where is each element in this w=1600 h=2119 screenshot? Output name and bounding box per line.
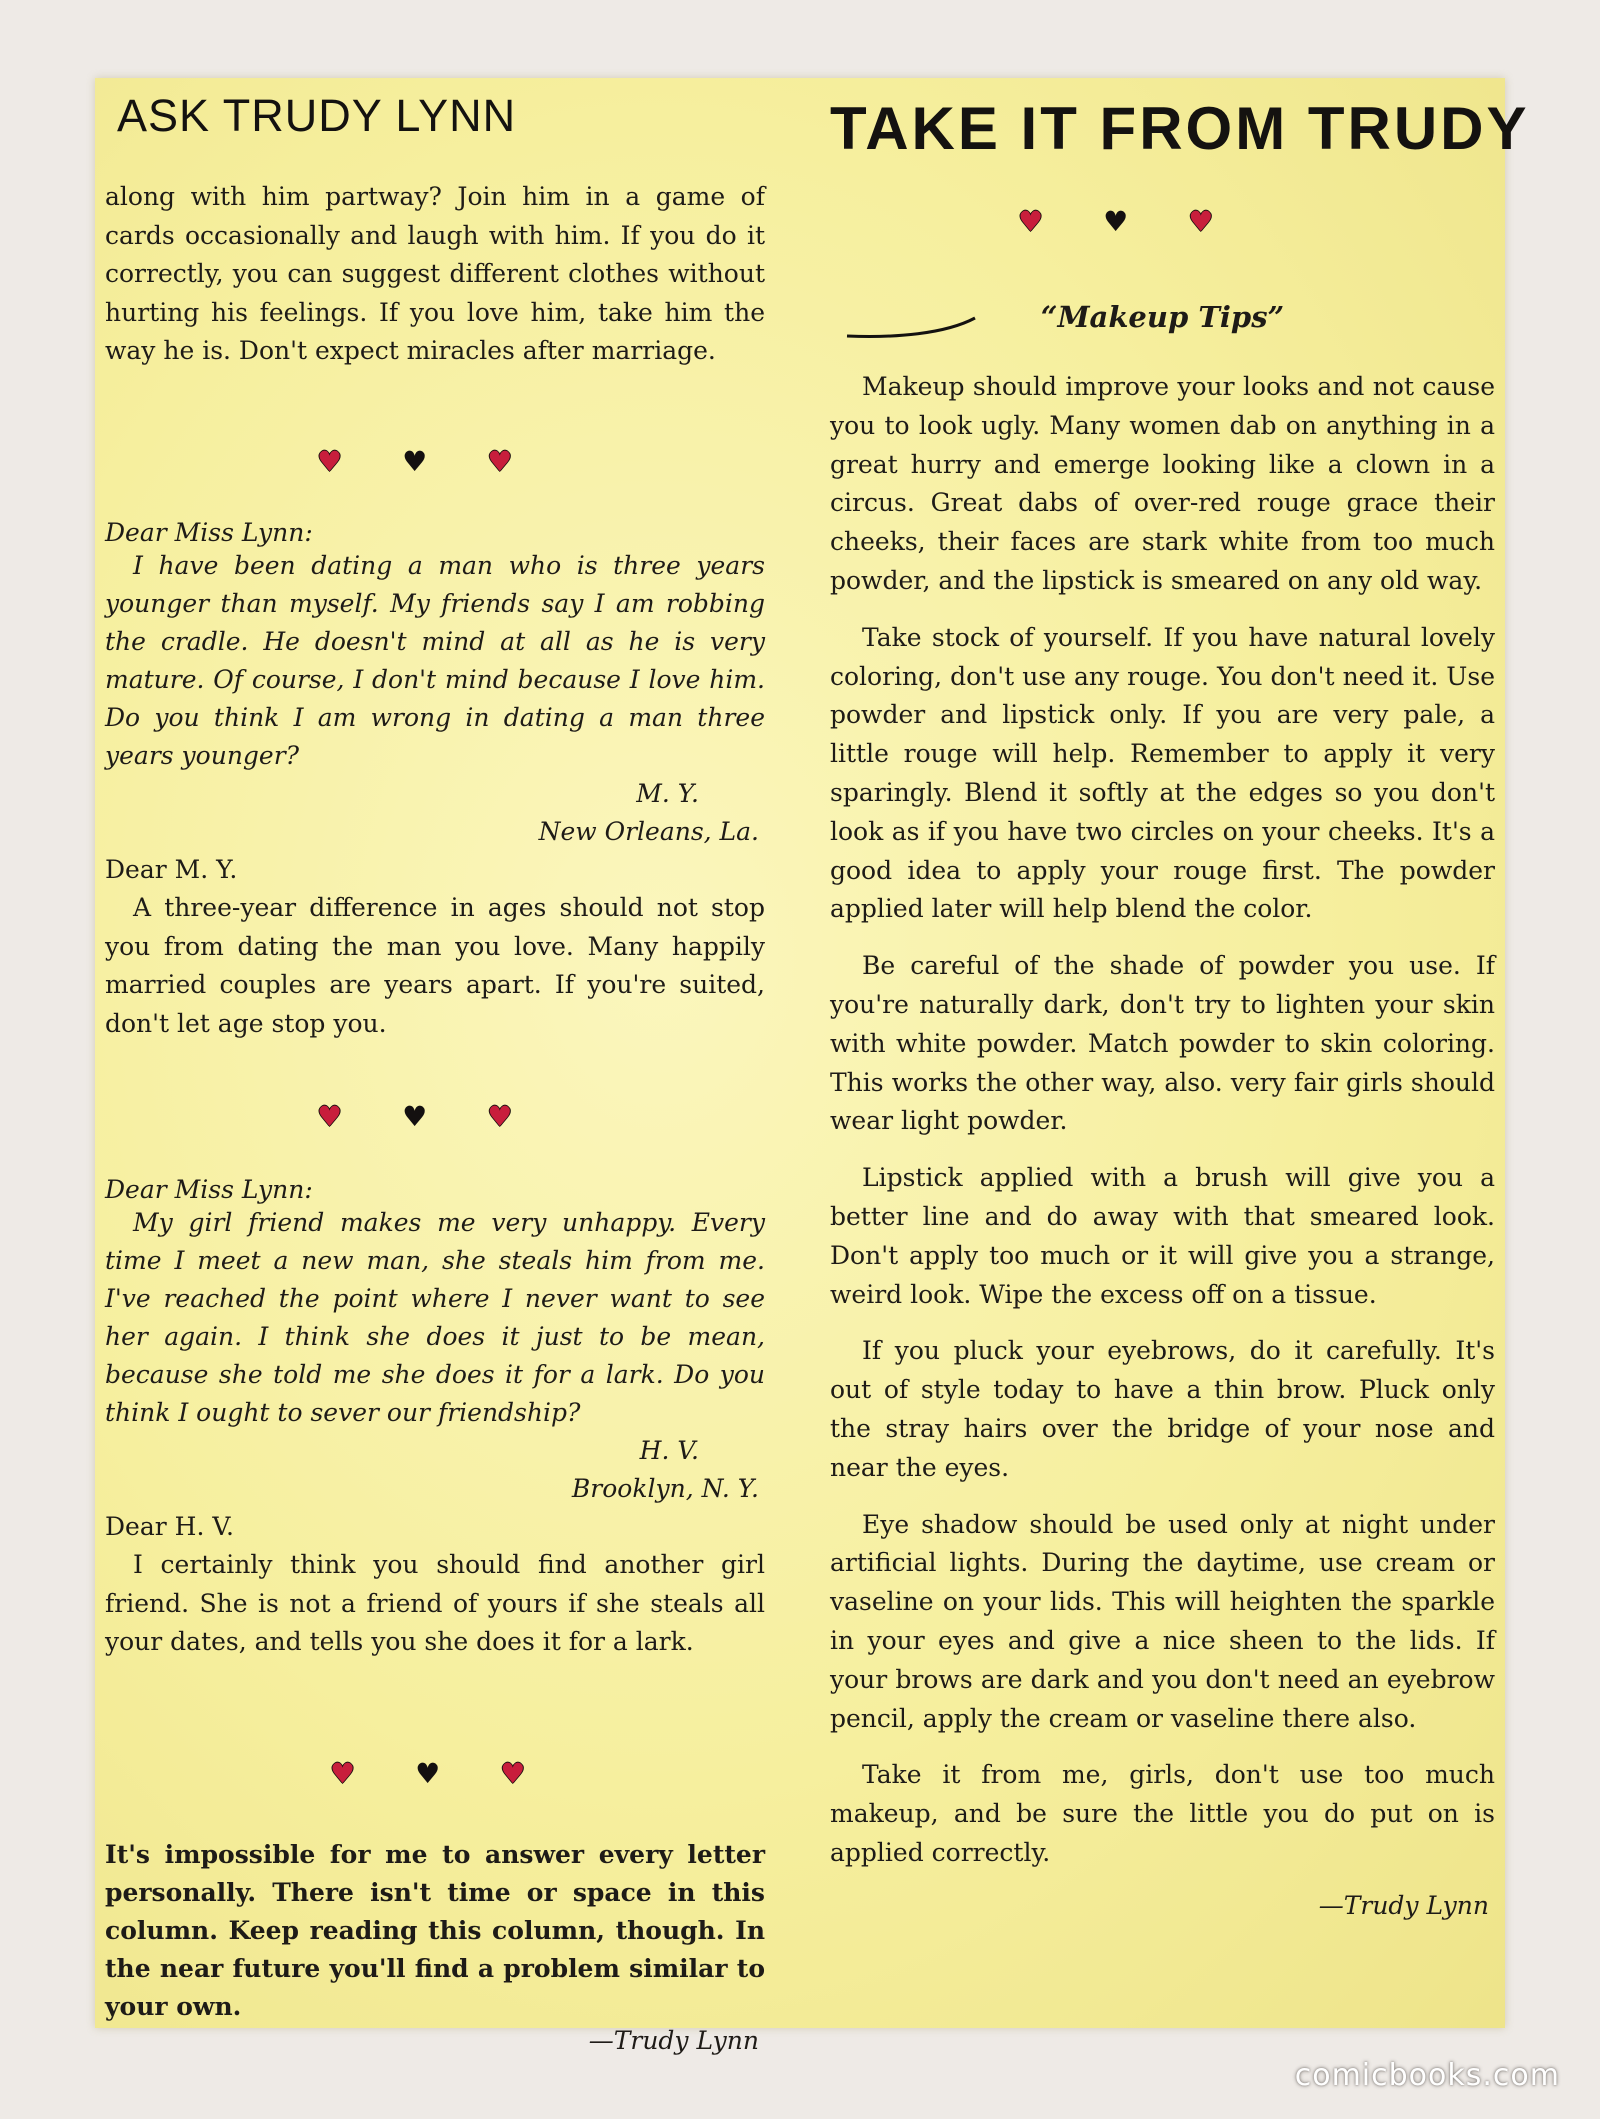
section-subtitle: “Makeup Tips”: [1040, 300, 1285, 334]
reply-salutation: Dear M. Y.: [105, 855, 238, 884]
heart-black-icon: ♥: [402, 1100, 428, 1133]
signature: —Trudy Lynn: [1318, 1890, 1489, 1920]
tip-paragraph: Lipstick applied with a brush will give you a better line and do away with that smeared look. Don't apply too much or it will give you a strange, weird look. Wipe the excess off on a tissue.: [830, 1163, 1495, 1309]
heart-black-icon: ♥: [415, 1757, 441, 1790]
heart-red-icon: ♥: [487, 1100, 513, 1133]
letter-location: Brooklyn, N. Y.: [571, 1474, 759, 1503]
signature: —Trudy Lynn: [588, 2026, 759, 2055]
letter-location: New Orleans, La.: [538, 817, 759, 846]
intro-paragraph: [105, 178, 765, 371]
makeup-tips-body: [830, 368, 1495, 1920]
tip-paragraph: Eye shadow should be used only at night under artificial lights. During the daytime, use cream or vaseline on your lids. This will heighten the sparkle in your eyes and give a nice sheen to the lids. If your brows are dark and you don't need an eyebrow pencil, apply the cream or vaseline there also.: [830, 1509, 1495, 1733]
closing-text: It's impossible for me to answer every letter personally. There isn't time or space in this column. Keep reading this column, though. In the near future you'll find a problem similar to your own.: [105, 1840, 765, 2021]
heart-divider-3: [330, 1757, 526, 1790]
magazine-page: [95, 78, 1530, 2055]
tip-paragraph: Makeup should improve your looks and not cause you to look ugly. Many women dab on anything in a great hurry and emerge looking like a clown in a circus. Great dabs of over-red rouge grace their cheeks, their faces are stark white from too much powder, and the lipstick is smeared on any old way.: [830, 372, 1495, 595]
letter-body-text: My girl friend makes me very unhappy. Every time I meet a new man, she steals him from me. I've reached the point where I never want to see her again. I think she does it just to be mean, because she told me she does it for a lark. Do you think I ought to sever our friendship?: [105, 1208, 765, 1427]
site-watermark: comicbooks.com: [1294, 2058, 1560, 2093]
column-header-left: ASK TRUDY LYNN: [117, 90, 517, 141]
heart-red-icon: ♥: [330, 1757, 356, 1790]
heart-red-icon: ♥: [1188, 205, 1214, 238]
heart-divider-2: [317, 1100, 513, 1133]
letter-initials: H. V.: [639, 1436, 699, 1465]
letter-1: [105, 518, 765, 1043]
closing-note: [105, 1836, 765, 2055]
letter-signature: [105, 775, 765, 851]
tip-paragraph: Take stock of yourself. If you have natural lovely coloring, don't use any rouge. You don't need it. Use powder and lipstick only. If you are very pale, a little rouge will help. Remember to apply it very sparingly. Blend it softly at the edges so you don't look as if you have two circles on your cheeks. It's a good idea to apply your rouge first. The powder applied later will help blend the color.: [830, 622, 1495, 924]
letter-2: [105, 1175, 765, 1662]
tip-paragraph: Take it from me, girls, don't use too much makeup, and be sure the little you do put on is applied correctly.: [830, 1760, 1495, 1867]
reply-salutation: Dear H. V.: [105, 1512, 234, 1541]
letter-salutation: Dear Miss Lynn:: [105, 1175, 313, 1204]
letter-body-text: I have been dating a man who is three years younger than myself. My friends say I am robbing the cradle. He doesn't mind at all as he is very mature. Of course, I don't mind because I love him. Do you think I am wrong in dating a man three years younger?: [105, 551, 765, 770]
reply-text: A three-year difference in ages should not stop you from dating the man you love. Many happily married couples are years apart. If you're suited, don't let age stop you.: [105, 893, 765, 1038]
heart-black-icon: ♥: [402, 445, 428, 478]
heart-black-icon: ♥: [1103, 205, 1129, 238]
heart-red-icon: ♥: [1018, 205, 1044, 238]
tip-paragraph: If you pluck your eyebrows, do it carefully. It's out of style today to have a thin brow. Pluck only the stray hairs over the bridge of your nose and near the eyes.: [830, 1336, 1495, 1482]
letter-body: [105, 547, 765, 775]
letter-salutation: Dear Miss Lynn:: [105, 518, 313, 547]
heart-red-icon: ♥: [500, 1757, 526, 1790]
heart-divider-top: [1018, 205, 1214, 238]
column-header-right: TAKE IT FROM TRUDY: [830, 95, 1530, 162]
tip-paragraph: Be careful of the shade of powder you use. If you're naturally dark, don't try to lighten your skin with white powder. Match powder to skin coloring. This works the other way, also. very fair girls should wear light powder.: [830, 951, 1495, 1136]
heart-red-icon: ♥: [317, 1100, 343, 1133]
intro-text: along with him partway? Join him in a game of cards occasionally and laugh with him. If you do it correctly, you can suggest different clothes without hurting his feelings. If you love him, take him the way he is. Don't expect miracles after marriage.: [105, 182, 765, 365]
heart-red-icon: ♥: [487, 445, 513, 478]
letter-initials: M. Y.: [636, 779, 699, 808]
heart-red-icon: ♥: [317, 445, 343, 478]
heart-divider-1: [317, 445, 513, 478]
reply-text: I certainly think you should find another girl friend. She is not a friend of yours if she steals all your dates, and tells you she does it for a lark.: [105, 1550, 765, 1656]
letter-signature: [105, 1432, 765, 1508]
